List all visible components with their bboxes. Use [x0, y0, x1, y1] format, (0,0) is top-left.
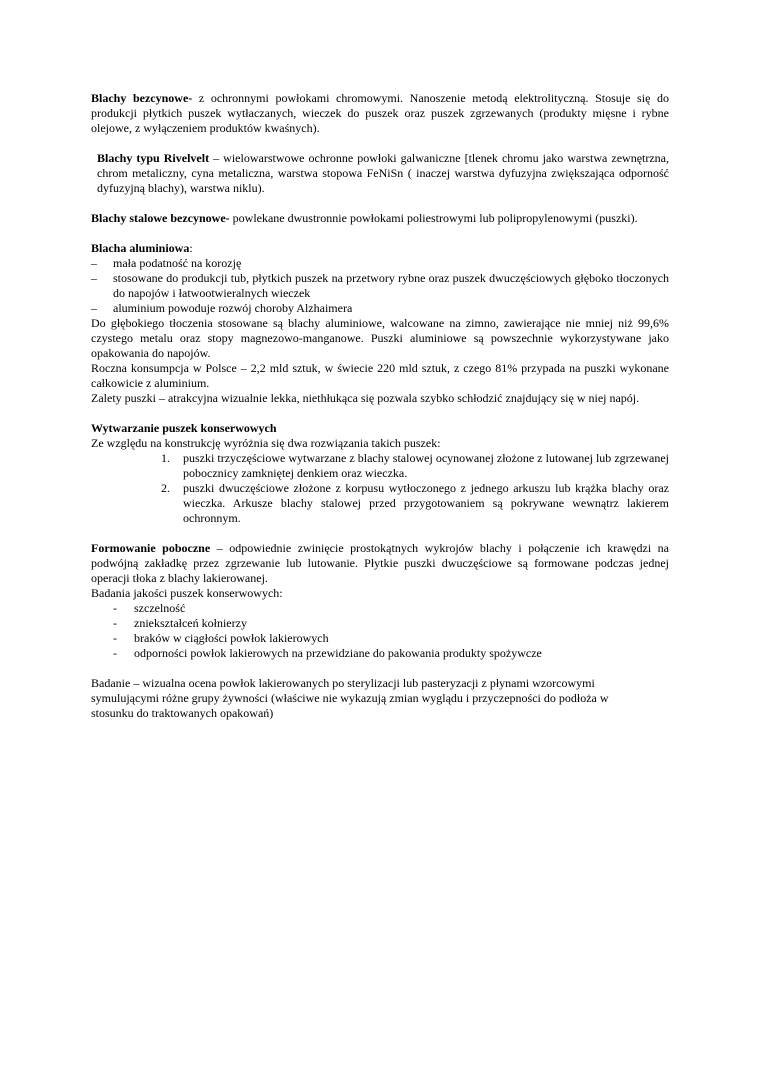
paragraph-blachy-bezcynowe [91, 91, 669, 136]
paragraph-consumption: Roczna konsumpcja w Polsce – 2,2 mld sztuk, w świecie 220 mld sztuk, z czego 81% przypada na puszki wykonane całkowicie z aluminium. [91, 361, 669, 390]
heading-blacha-aluminiowa: Blacha aluminiowa: [91, 241, 193, 255]
list-item: – stosowane do produkcji tub, płytkich puszek na przetwory rybne oraz puszek dwuczęściowych głęboko tłoczonych do napojów i łatwootwieralnych wieczek [91, 271, 669, 301]
heading-wytwarzanie: Wytwarzanie puszek konserwowych [91, 421, 277, 435]
term-blachy-stalowe: Blachy stalowe bezcynowe- [91, 211, 230, 225]
list-item: – mała podatność na korozję [91, 256, 669, 271]
list-item: - zniekształceń kołnierzy [91, 616, 669, 631]
paragraph-advantages: Zalety puszki – atrakcyjna wizualnie lekka, niethłukąca się pozwala szybko schłodzić znajdujący się w niej napój. [91, 391, 640, 405]
paragraph-formowanie: Formowanie poboczne – odpowiednie zwinięcie prostokątnych wykrojów blachy i połączenie ich krawędzi na podwójną zakładkę przez zgrzewanie lub lutowanie. Płytkie puszki dwuczęściowe są formowane podczas jednej operacji tłoka z blachy lakierowanej. [91, 541, 670, 585]
list-item: - szczelność [91, 601, 669, 616]
production-list [91, 451, 669, 526]
list-item: 1. puszki trzyczęściowe wytwarzane z blachy stalowej ocynowanej złożone z lutowanej lub zgrzewanej pobocznicy zamkniętej denkiem oraz wieczka. [161, 451, 669, 480]
list-item: - odporności powłok lakierowych na przewidziane do pakowania produkty spożywcze [91, 646, 669, 661]
paragraph-text: powlekane dwustronnie powłokami poliestrowymi lub polipropylenowymi (puszki). [229, 211, 638, 225]
quality-list [91, 601, 669, 661]
paragraph-intro: Ze względu na konstrukcję wyróżnia się dwa rozwiązania takich puszek: [91, 436, 441, 450]
list-item: – aluminium powoduje rozwój choroby Alzhaimera [91, 301, 669, 316]
aluminium-list [91, 256, 669, 316]
paragraph-deep-drawing: Do głębokiego tłoczenia stosowane są blachy aluminiowe, walcowane na zimno, zawierające nie mniej niż 99,6% czystego metalu oraz stopy magnezowo-manganowe. Puszki aluminiowe są powszechnie wykorzystywane jako opakowania do napojów. [91, 316, 669, 360]
heading-quality-tests: Badania jakości puszek konserwowych: [91, 586, 283, 600]
term-formowanie: Formowanie poboczne [91, 541, 211, 555]
term-blachy-bezcynowe: Blachy bezcynowe- [91, 91, 193, 105]
paragraph-text: z ochronnymi powłokami chromowymi. Nanoszenie metodą elektrolityczną. Stosuje się do produkcji płytkich puszek wytłaczanych, wieczek do puszek oraz puszek zgrzewanych (produkty mięsne i rybne olejowe, z wyłączeniem produktów kwaśnych). [91, 91, 670, 135]
paragraph-text: – wielowarstwowe ochronne powłoki galwaniczne [tlenek chromu jako warstwa zewnętrzna, chrom metaliczny, cyna metaliczna, warstwa stopowa FeNiSn ( inaczej warstwa dyfuzyjna zwiększająca odporność dyfuzyjną blachy), warstwa niklu). [97, 151, 669, 195]
paragraph-rivelvelt [91, 151, 669, 196]
term-rivelvelt: Blachy typu Rivelvelt [97, 151, 210, 165]
paragraph-blachy-stalowe [91, 211, 669, 226]
list-item: - braków w ciągłości powłok lakierowych [91, 631, 669, 646]
document-page [91, 91, 669, 721]
paragraph-badanie: Badanie – wizualna ocena powłok lakierowanych po sterylizacji lub pasteryzacji z płynami wzorcowymi symulującymi różne grupy żywności (właściwe nie wykazują zmian wyglądu i przyczepności do podłoża w stosunku do traktowanych opakowań) [91, 676, 609, 720]
list-item: 2. puszki dwuczęściowe złożone z korpusu wytłoczonego z jednego arkuszu lub krążka blachy oraz wieczka. Arkusze blachy stalowej przed przygotowaniem są pokrywane wewnątrz lakierem ochronnym. [161, 481, 669, 525]
